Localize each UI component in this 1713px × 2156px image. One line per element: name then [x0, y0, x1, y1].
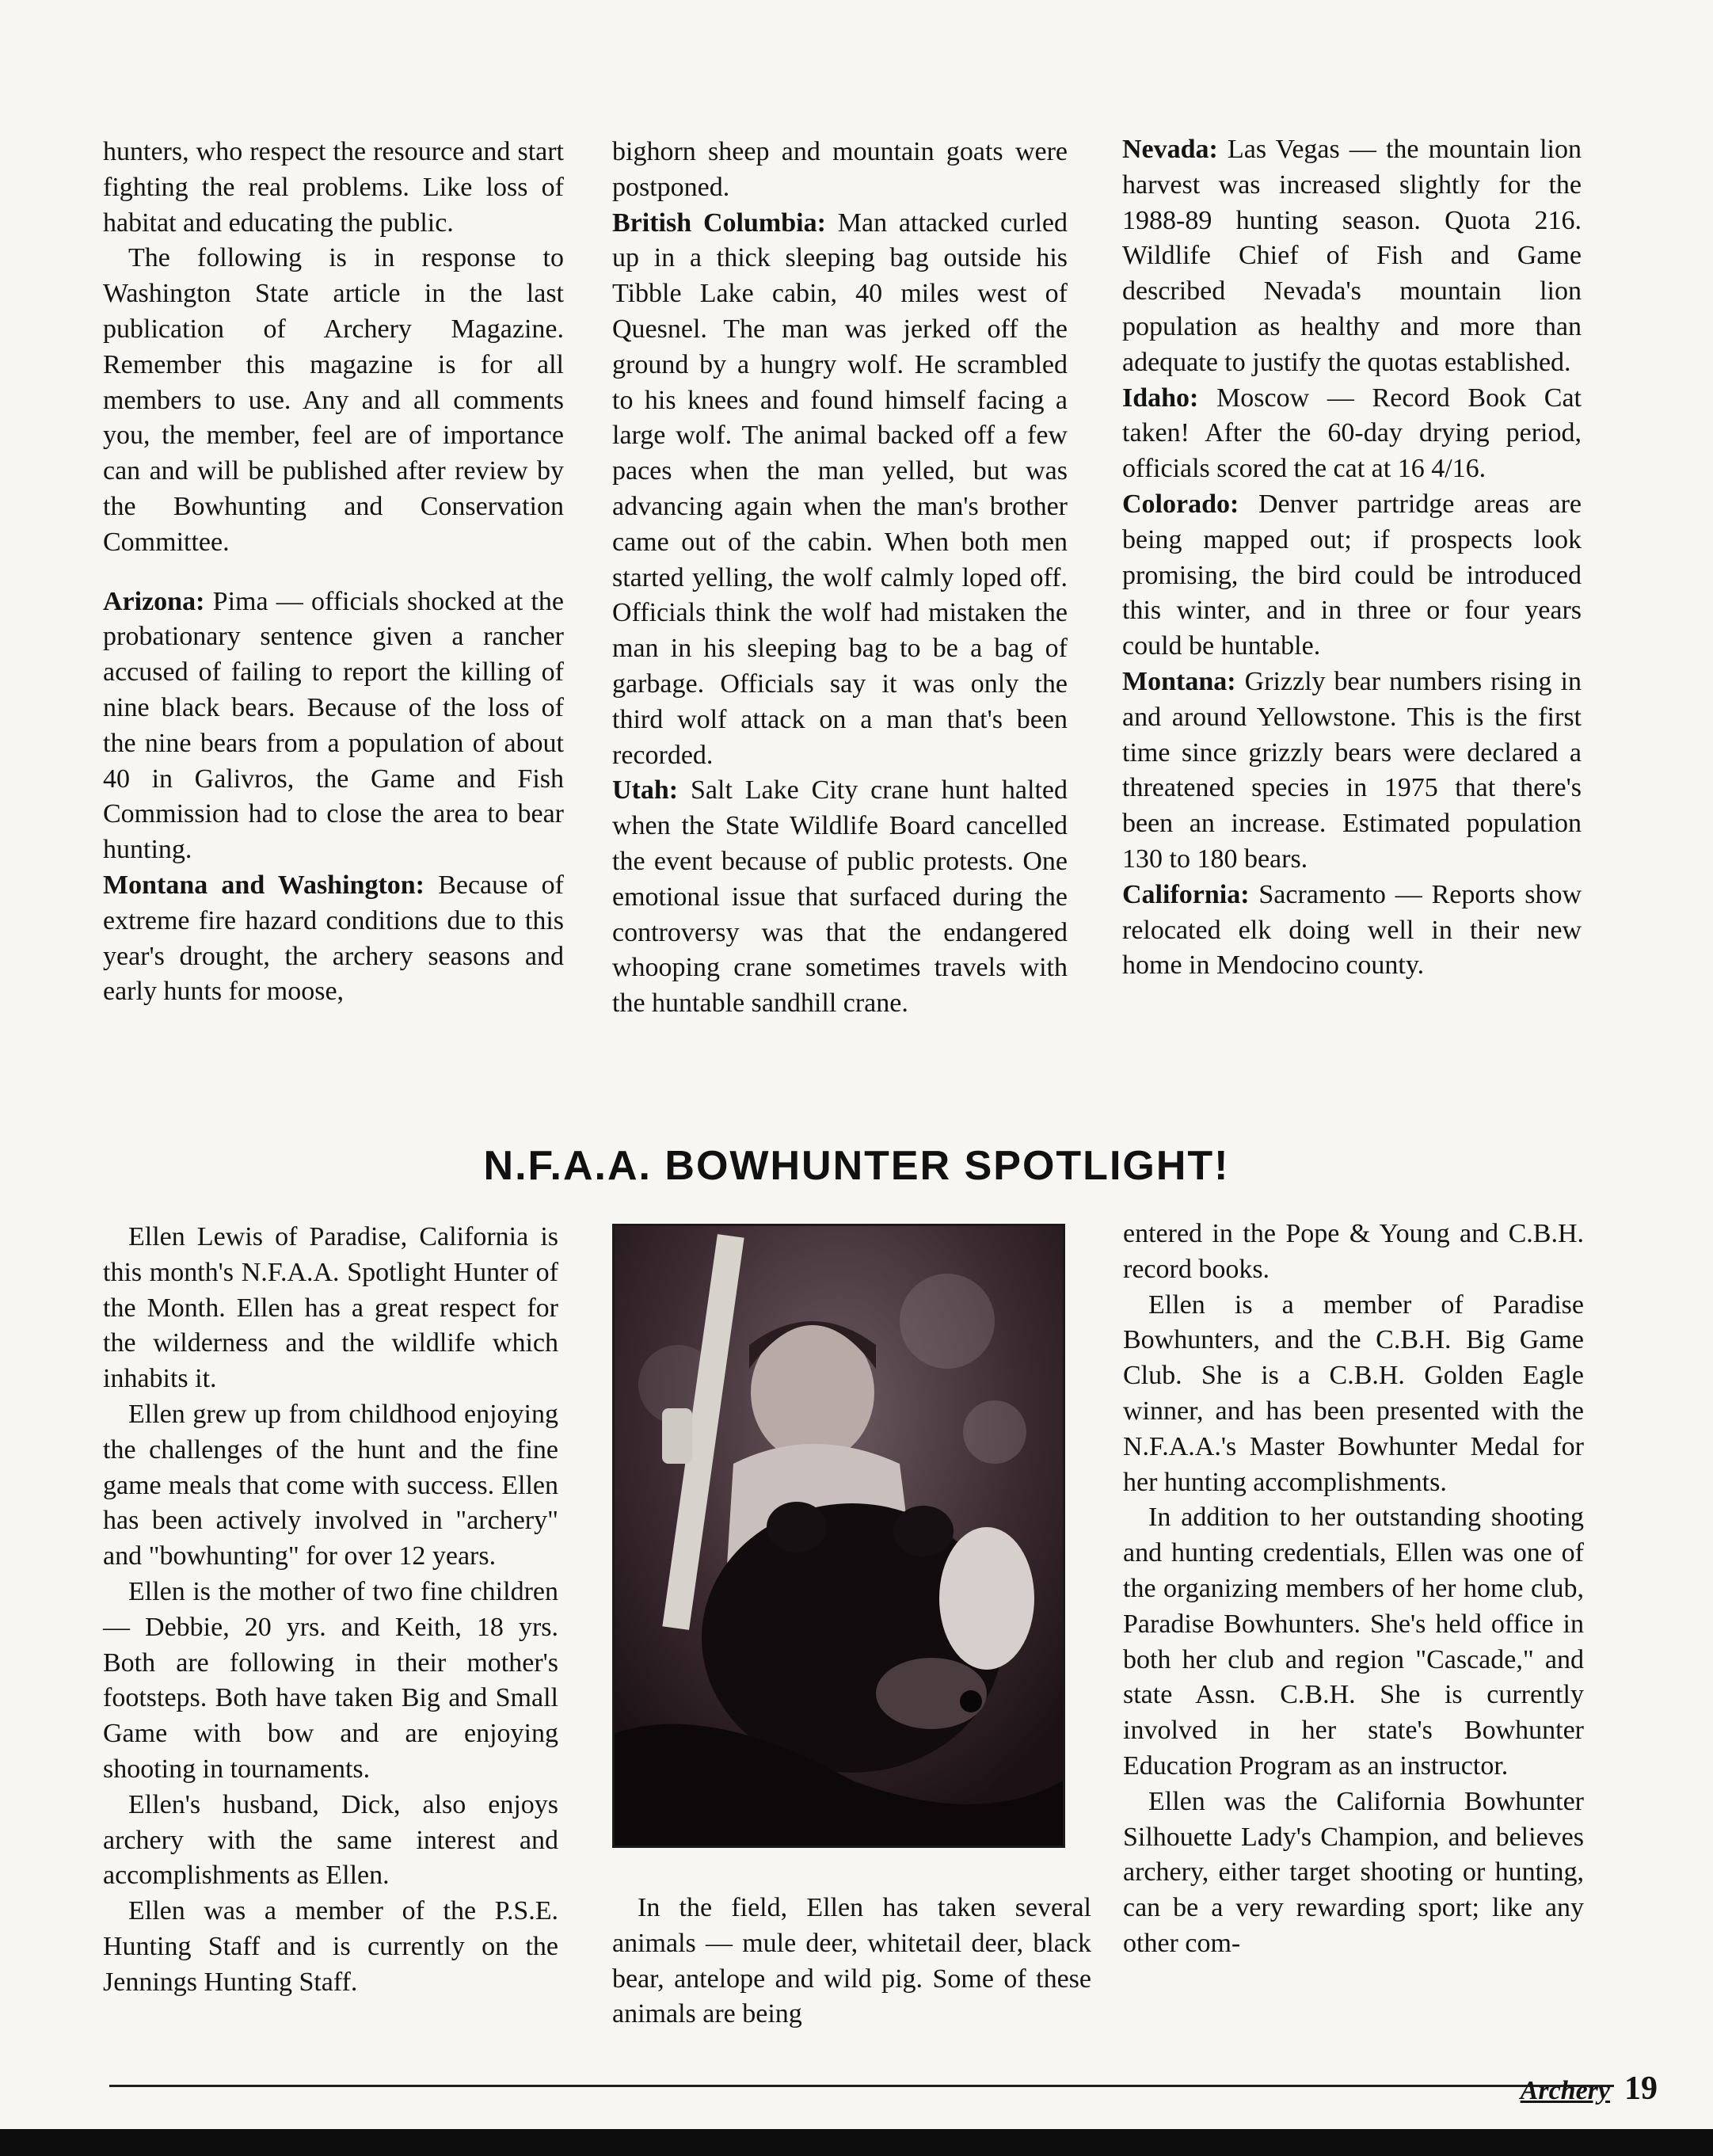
scan-edge [0, 2129, 1713, 2156]
news-item-nevada: Nevada: Las Vegas — the mountain lion harvest was increased slightly for the 1988-89 hunting season. Quota 216. Wildlife Chief of Fish and Game described Nevada's mountain lion population as healthy and more than adequate to justify the quotas established. [1122, 135, 1582, 377]
state-label: British Columbia: [612, 208, 826, 238]
news-item-idaho: Idaho: Moscow — Record Book Cat taken! After the 60-day drying period, officials scored the cat at 16 4/16. [1122, 383, 1582, 484]
state-label: Utah: [612, 775, 679, 806]
photo-illustration [615, 1226, 1063, 1846]
state-label: Montana and Washington: [103, 870, 424, 900]
news-item-utah: Utah: Salt Lake City crane hunt halted when the State Wildlife Board cancelled the event because of public protests. One emotional issue that surfaced during the controversy was that the endangered whooping crane sometimes travels with the huntable sandhill crane. [612, 775, 1068, 1019]
page-folio [1521, 2069, 1658, 2111]
spotlight-paragraph: Ellen was a member of the P.S.E. Hunting Staff and is currently on the Jennings Hunting Staff. [103, 1896, 558, 1997]
spotlight-paragraph: Ellen's husband, Dick, also enjoys archery with the same interest and accomplishments as Ellen. [103, 1789, 558, 1891]
page-number: 19 [1624, 2070, 1658, 2107]
spotlight-column-1 [103, 1220, 558, 2001]
state-label: Arizona: [103, 586, 205, 616]
spotlight-paragraph: In the field, Ellen has taken several animals — mule deer, whitetail deer, black bear, antelope and wild pig. Some of these animals are being [612, 1893, 1091, 2029]
news-item-montana-washington: Montana and Washington: Because of extreme fire hazard conditions due to this year's drought, the archery seasons and early hunts for moose, [103, 870, 564, 1007]
spotlight-column-2 [612, 1891, 1091, 2032]
spotlight-paragraph: Ellen is the mother of two fine children — Debbie, 20 yrs. and Keith, 18 yrs. Both are following in their mother's footsteps. Both have taken Big and Small Game with bow and are enjoying shooting in tournaments. [103, 1576, 558, 1784]
spotlight-column-3 [1123, 1217, 1584, 1962]
spotlight-paragraph: Ellen Lewis of Paradise, California is this month's N.F.A.A. Spotlight Hunter of the Month. Ellen has a great respect for the wilderness and the wildlife which inhabits it. [103, 1222, 558, 1394]
spotlight-paragraph: Ellen is a member of Paradise Bowhunters, and the C.B.H. Big Game Club. She is a C.B.H. Golden Eagle winner, and has been presented with the N.F.A.A.'s Master Bowhunter Medal for her hunting accomplishments. [1123, 1289, 1584, 1497]
section-headline: N.F.A.A. BOWHUNTER SPOTLIGHT! [483, 1143, 1230, 1189]
state-label: Montana: [1122, 666, 1236, 696]
state-label: Nevada: [1122, 135, 1218, 164]
news-item-arizona: Arizona: Pima — officials shocked at the probationary sentence given a rancher accused of failing to report the killing of nine black bears. Because of the loss of the nine bears from a population of about 40 in Galivros, the Game and Fish Commission had to close the area to bear hunting. [103, 586, 564, 865]
news-column-1 [103, 135, 564, 1010]
news-paragraph: The following is in response to Washington State article in the last publication of Archery Magazine. Remember this magazine is for all members to use. Any and all comments you, the member, feel are of importance can and will be published after review by the Bowhunting and Conservation Committee. [103, 243, 564, 557]
news-item-british-columbia: British Columbia: Man attacked curled up in a thick sleeping bag outside his Tibble Lake cabin, 40 miles west of Quesnel. The man was jerked off the ground by a hungry wolf. He scrambled to his knees and found himself facing a large wolf. The animal backed off a few paces when the man yelled, but was advancing again when the man's brother came out of the cabin. When both men started yelling, the wolf calmly loped off. Officials think the wolf had mistaken the man in his sleeping bag to be a bag of garbage. Officials say it was only the third wolf attack on a man that's been recorded. [612, 208, 1068, 770]
news-column-3 [1122, 132, 1582, 984]
news-paragraph: bighorn sheep and mountain goats were postponed. [612, 137, 1068, 202]
news-item-california: California: Sacramento — Reports show relocated elk doing well in their new home in Mendocino county. [1122, 879, 1582, 981]
state-label: Colorado: [1122, 489, 1239, 519]
footer-rule [109, 2085, 1614, 2087]
state-label: Idaho: [1122, 383, 1199, 413]
state-label: California: [1122, 879, 1250, 909]
spotlight-paragraph: entered in the Pope & Young and C.B.H. record books. [1123, 1219, 1584, 1284]
news-item-montana: Montana: Grizzly bear numbers rising in and around Yellowstone. This is the first time since grizzly bears were declared a threatened species in 1975 that there's been an increase. Estimated population 130 to 180 bears. [1122, 666, 1582, 874]
magazine-name: Archery [1520, 2076, 1610, 2105]
spotlight-paragraph: Ellen was the California Bowhunter Silhouette Lady's Champion, and believes archery, either target shooting or hunting, can be a very rewarding sport; like any other com- [1123, 1786, 1584, 1958]
spotlight-paragraph: In addition to her outstanding shooting and hunting credentials, Ellen was one of the organizing members of her home club, Paradise Bowhunters. She's held office in both her club and region "Cascade," and state Assn. C.B.H. She is currently involved in her state's Bowhunter Education Program as an instructor. [1123, 1503, 1584, 1781]
hunter-with-bear-photo [612, 1224, 1065, 1848]
news-item-colorado: Colorado: Denver partridge areas are being mapped out; if prospects look promising, the bird could be introduced this winter, and in three or four years could be huntable. [1122, 489, 1582, 661]
news-paragraph: hunters, who respect the resource and start fighting the real problems. Like loss of habitat and educating the public. [103, 137, 564, 238]
news-column-2 [612, 135, 1068, 1022]
spotlight-paragraph: Ellen grew up from childhood enjoying the challenges of the hunt and the fine game meals that come with success. Ellen has been actively involved in "archery" and "bowhunting" for over 12 years. [103, 1399, 558, 1571]
